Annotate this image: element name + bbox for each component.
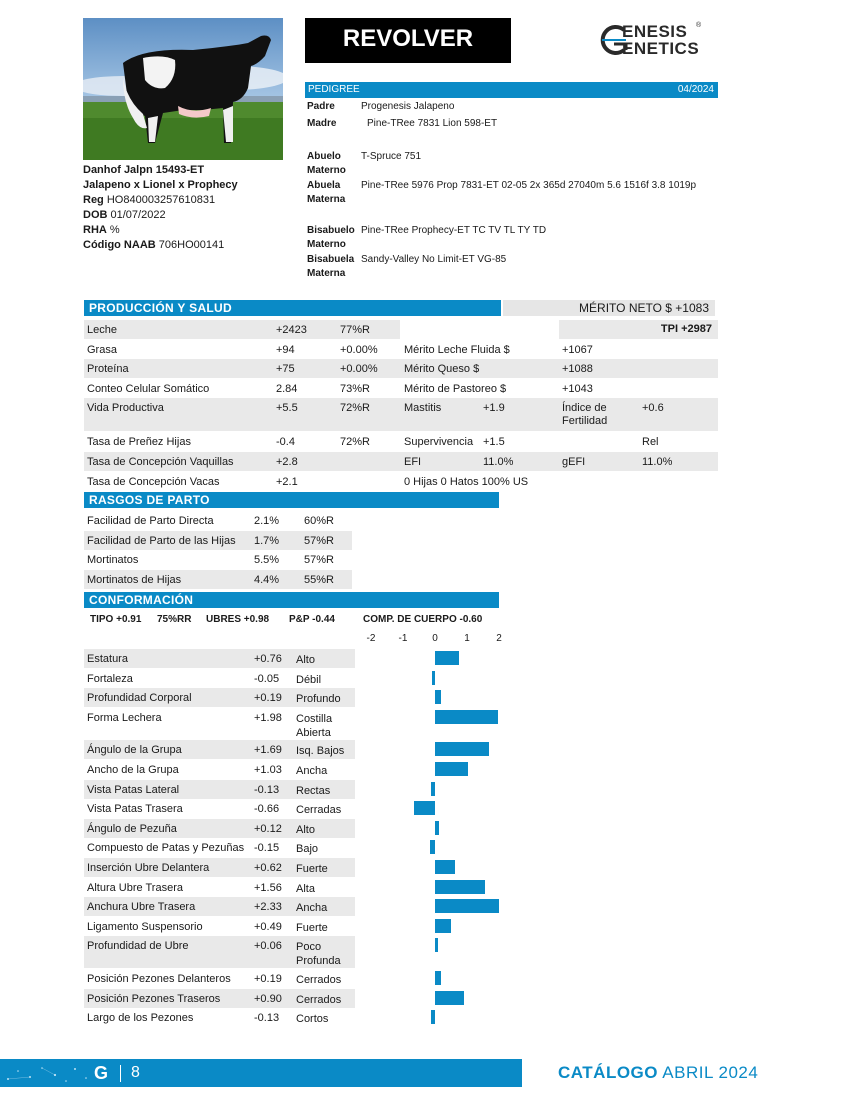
conf-descriptor: Fuerte <box>296 863 328 875</box>
prod-value: +94 <box>276 344 295 356</box>
prod-index-label: Mérito Queso $ <box>404 363 480 375</box>
conf-value: -0.13 <box>254 783 280 796</box>
pedigree-value: Progenesis Jalapeno <box>361 101 455 112</box>
logo-line1: ENESIS <box>622 22 688 41</box>
dob-value: 01/07/2022 <box>110 209 166 221</box>
prod-index-value: +1.9 <box>483 402 505 414</box>
bull-info <box>83 163 298 253</box>
conf-descriptor: Bajo <box>296 843 319 856</box>
pedigree-label: Abuela Materna <box>307 180 346 205</box>
produccion-header: PRODUCCIÓN Y SALUD <box>84 300 501 316</box>
conf-value: -0.05 <box>254 672 280 685</box>
conf-bar <box>435 690 441 704</box>
dob-label: DOB <box>83 209 108 221</box>
parto-trait: Facilidad de Parto de las Hijas <box>87 534 236 547</box>
conf-bar <box>435 991 464 1005</box>
conf-trait: Forma Lechera <box>87 711 162 724</box>
pedigree-label: Bisabuelo Materno <box>307 225 355 250</box>
tipo-reliability: 75%RR <box>157 614 192 625</box>
conf-trait: Profundidad Corporal <box>87 692 192 705</box>
dob-line <box>83 208 298 223</box>
conf-trait: Posición Pezones Traseros <box>87 992 221 1005</box>
conf-value: -0.15 <box>254 842 280 855</box>
pedigree-label: Abuelo Materno <box>307 151 346 176</box>
conf-trait: Ligamento Suspensorio <box>87 920 203 933</box>
conf-bar <box>435 860 455 874</box>
conf-descriptor: Fuerte <box>296 921 328 934</box>
conf-descriptor: Profundo <box>296 693 341 706</box>
conf-bar <box>435 821 439 835</box>
conf-trait: Ancho de la Grupa <box>87 764 179 776</box>
pedigree-header <box>305 82 718 98</box>
conf-descriptor: Cortos <box>296 1013 329 1026</box>
conf-descriptor: Débil <box>296 673 322 686</box>
parto-value: 1.7% <box>254 534 280 547</box>
conf-bar <box>435 651 459 665</box>
footer-bar <box>0 1059 522 1087</box>
conf-descriptor: Ancha <box>296 765 328 777</box>
conf-descriptor: Cerrados <box>296 993 342 1006</box>
conf-descriptor: Ancha <box>296 902 328 915</box>
conf-descriptor: Costilla Abierta <box>296 712 333 739</box>
pedigree-value: T-Spruce 751 <box>361 151 422 162</box>
pedigree-label: Madre <box>307 118 337 129</box>
prod-reliability: 72%R <box>340 436 370 448</box>
pedigree-label: Padre <box>307 101 335 112</box>
reg-line <box>83 193 298 208</box>
prod-trait: Tasa de Concepción Vacas <box>87 476 220 488</box>
axis-tick-label: -1 <box>398 633 408 644</box>
pedigree-title: PEDIGREE <box>308 84 360 95</box>
parto-trait: Facilidad de Parto Directa <box>87 515 214 527</box>
conf-bar <box>435 938 438 952</box>
page-number: 8 <box>131 1064 140 1081</box>
catalog-title <box>558 1063 758 1083</box>
bull-name: Danhof Jalpn 15493-ET <box>83 164 205 176</box>
prod-index2-value: Rel <box>642 436 659 448</box>
prod-index-label: 0 Hijas 0 Hatos 100% US <box>404 476 529 488</box>
prod-index-label: Mérito de Pastoreo $ <box>404 383 507 395</box>
footer-dots-decoration <box>0 1059 100 1087</box>
logo-reg-mark: ® <box>696 22 702 29</box>
parto-trait: Mortinatos de Hijas <box>87 574 182 587</box>
prod-trait: Leche <box>87 324 117 336</box>
conf-value: +1.03 <box>254 764 282 776</box>
parto-trait: Mortinatos <box>87 554 139 567</box>
conf-trait: Posición Pezones Delanteros <box>87 973 231 985</box>
parto-value: 5.5% <box>254 554 280 567</box>
parto-reliability: 60%R <box>304 515 334 527</box>
conf-descriptor: Alto <box>296 654 315 666</box>
conf-value: +0.19 <box>254 692 282 705</box>
prod-row-bg-right <box>400 398 718 431</box>
conf-descriptor: Poco Profunda <box>296 941 341 968</box>
conformacion-header: CONFORMACIÓN <box>84 592 499 608</box>
logo-line2: ENETICS <box>622 39 700 58</box>
genesis-genetics-logo <box>600 20 720 60</box>
conf-bar <box>430 840 435 854</box>
conf-trait: Ángulo de Pezuña <box>87 822 177 835</box>
prod-index-label: Mérito Leche Fluida $ <box>404 344 510 356</box>
conf-descriptor: Cerradas <box>296 804 342 817</box>
prod-trait: Tasa de Concepción Vaquillas <box>87 456 234 468</box>
prod-trait: Vida Productiva <box>87 402 164 414</box>
conf-value: +0.62 <box>254 862 282 874</box>
conf-bar <box>435 762 468 776</box>
prod-index2-value: +0.6 <box>642 402 664 414</box>
conf-value: +1.98 <box>254 711 282 724</box>
bull-pedigree-line: Jalapeno x Lionel x Prophecy <box>83 179 238 191</box>
axis-tick-label: -2 <box>366 633 376 644</box>
conf-bar <box>435 899 499 913</box>
conf-value: -0.66 <box>254 803 280 816</box>
merito-neto: MÉRITO NETO $ +1083 <box>503 300 715 316</box>
prod-reliability: 77%R <box>340 324 370 336</box>
axis-tick-label: 1 <box>464 633 470 644</box>
prod-trait: Proteína <box>87 363 129 375</box>
footer-g-logo-icon: G <box>94 1063 109 1083</box>
conf-bar <box>432 671 435 685</box>
conf-descriptor: Rectas <box>296 784 331 797</box>
conf-trait: Largo de los Pezones <box>87 1012 194 1025</box>
prod-reliability: 73%R <box>340 383 370 395</box>
bull-photo <box>83 18 283 160</box>
prod-index2-label: +1088 <box>562 363 593 375</box>
conf-value: +0.06 <box>254 940 282 953</box>
conf-value: +0.76 <box>254 653 282 665</box>
reg-label: Reg <box>83 194 104 206</box>
conf-value: +0.90 <box>254 992 282 1005</box>
conf-bar <box>431 782 435 796</box>
conf-trait: Vista Patas Trasera <box>87 803 183 816</box>
pedigree-value: Pine-TRee 5976 Prop 7831-ET 02-05 2x 365d 27040m 5.6 1516f 3.8 1019p <box>361 180 697 191</box>
conf-bar <box>435 971 441 985</box>
prod-trait: Grasa <box>87 344 117 356</box>
conf-trait: Fortaleza <box>87 672 133 685</box>
prod-index-label: Supervivencia <box>404 436 474 448</box>
pedigree-date: 04/2024 <box>677 84 714 95</box>
conf-bar <box>431 1010 435 1024</box>
prod-index-label: Mastitis <box>404 402 442 414</box>
tipo-summary: TIPO +0.91 <box>90 614 142 625</box>
prod-value: +2.1 <box>276 476 298 488</box>
prod-value: +2.8 <box>276 456 298 468</box>
prod-trait: Conteo Celular Somático <box>87 383 210 395</box>
naab-value: 706HO00141 <box>158 239 225 251</box>
conf-value: +1.69 <box>254 744 282 757</box>
prod-value: -0.4 <box>276 436 295 448</box>
prod-value: +75 <box>276 363 295 375</box>
conf-bar <box>435 742 489 756</box>
prod-trait: Tasa de Preñez Hijas <box>87 436 191 448</box>
conf-descriptor: Isq. Bajos <box>296 745 345 758</box>
prod-index2-label: gEFI <box>562 456 586 468</box>
pedigree-value: Pine-TRee 7831 Lion 598-ET <box>367 118 498 129</box>
rha-value: % <box>109 224 120 236</box>
conf-trait: Compuesto de Patas y Pezuñas <box>87 842 245 855</box>
prod-reliability: 72%R <box>340 402 370 414</box>
prod-index-label: EFI <box>404 456 422 468</box>
pp-summary: P&P -0.44 <box>289 614 335 625</box>
parto-reliability: 55%R <box>304 574 334 587</box>
prod-index2-label: +1043 <box>562 383 593 395</box>
catalog-bold: CATÁLOGO <box>558 1063 659 1082</box>
parto-value: 2.1% <box>254 515 280 527</box>
footer-separator <box>120 1065 121 1082</box>
conf-trait: Estatura <box>87 653 128 665</box>
catalog-date: ABRIL 2024 <box>658 1063 759 1082</box>
conf-trait: Inserción Ubre Delantera <box>87 862 210 874</box>
prod-index2-value: 11.0% <box>642 456 673 468</box>
conf-trait: Ángulo de la Grupa <box>87 744 182 757</box>
conf-trait: Anchura Ubre Trasera <box>87 901 196 914</box>
conf-value: +0.19 <box>254 973 282 985</box>
conf-value: +1.56 <box>254 881 282 894</box>
conf-trait: Profundidad de Ubre <box>87 940 189 953</box>
prod-value: +2423 <box>276 324 307 336</box>
ubres-summary: UBRES +0.98 <box>206 614 270 625</box>
pedigree-label: Bisabuela Materna <box>307 254 355 279</box>
conf-trait: Altura Ubre Trasera <box>87 881 183 894</box>
conf-value: +0.12 <box>254 822 282 835</box>
reg-value: HO840003257610831 <box>106 194 216 206</box>
rha-label: RHA <box>83 224 107 236</box>
prod-reliability: +0.00% <box>340 344 378 356</box>
pedigree-value: Sandy-Valley No Limit-ET VG-85 <box>361 254 507 265</box>
parto-value: 4.4% <box>254 574 280 587</box>
conf-value: +0.49 <box>254 920 282 933</box>
cuerpo-summary: COMP. DE CUERPO -0.60 <box>363 614 483 625</box>
axis-tick-label: 0 <box>432 633 438 644</box>
prod-index-value: 11.0% <box>483 456 514 468</box>
prod-index-value: +1.5 <box>483 436 505 448</box>
conf-bar <box>435 880 485 894</box>
rha-line <box>83 223 298 238</box>
prod-index2-label: +1067 <box>562 344 593 356</box>
pedigree-value: Pine-TRee Prophecy-ET TC TV TL TY TD <box>361 225 547 236</box>
tpi-value: TPI +2987 <box>660 323 712 335</box>
naab-line <box>83 238 298 253</box>
prod-value: +5.5 <box>276 402 298 414</box>
prod-reliability: +0.00% <box>340 363 378 375</box>
conf-value: +2.33 <box>254 901 282 914</box>
parto-header: RASGOS DE PARTO <box>84 492 499 508</box>
conf-bar <box>435 710 498 724</box>
prod-value: 2.84 <box>276 383 298 395</box>
conf-descriptor: Alto <box>296 823 315 836</box>
conf-value: -0.13 <box>254 1012 280 1025</box>
conf-bar <box>414 801 435 815</box>
bull-title: REVOLVER <box>305 18 511 63</box>
axis-tick-label: 2 <box>496 633 502 644</box>
conf-descriptor: Cerrados <box>296 974 342 986</box>
prod-index2-label: Índice de Fertilidad <box>562 402 608 427</box>
conf-descriptor: Alta <box>296 882 315 895</box>
conf-bar <box>435 919 451 933</box>
naab-label: Código NAAB <box>83 239 156 251</box>
parto-reliability: 57%R <box>304 534 334 547</box>
parto-reliability: 57%R <box>304 554 334 567</box>
conf-trait: Vista Patas Lateral <box>87 783 180 796</box>
